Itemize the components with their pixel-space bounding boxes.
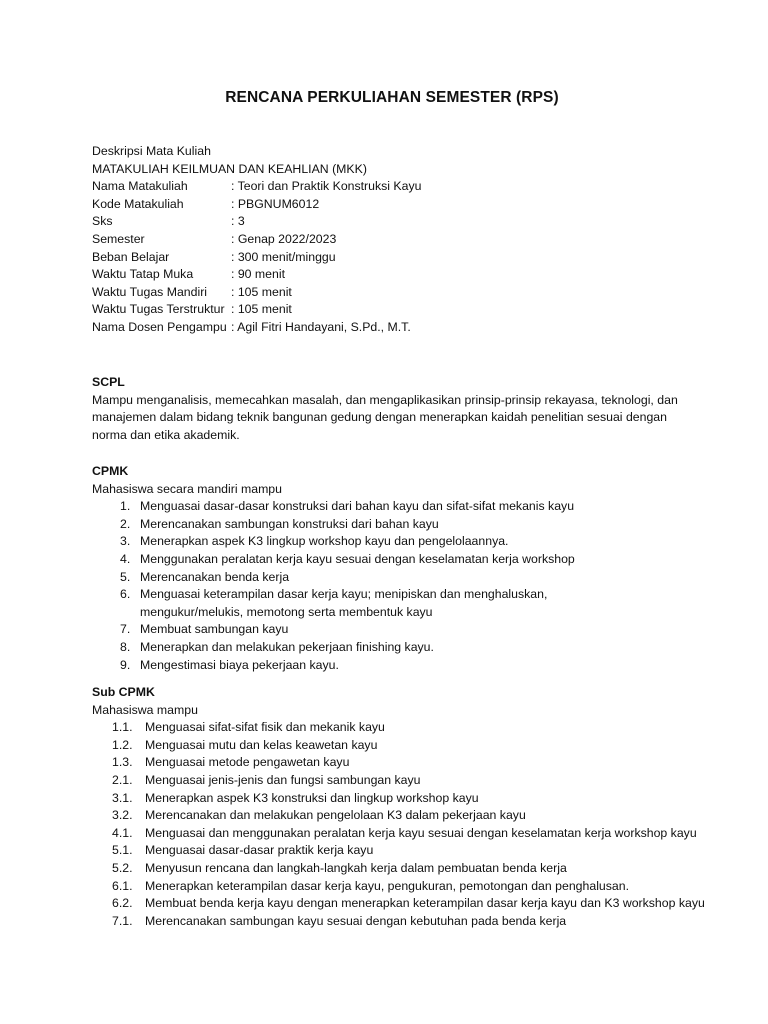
item-number: 3.2.	[112, 808, 133, 823]
info-value: : 105 menit	[231, 302, 292, 317]
info-row	[92, 178, 692, 196]
item-number: 1.1.	[112, 720, 133, 735]
info-label: Sks	[92, 214, 113, 229]
info-value: : Teori dan Praktik Konstruksi Kayu	[231, 179, 422, 194]
info-label: Waktu Tugas Mandiri	[92, 284, 208, 299]
list-item	[92, 639, 692, 657]
cpmk-intro: Mahasiswa secara mandiri mampu	[92, 481, 282, 496]
item-text: Menerapkan dan melakukan pekerjaan finishing kayu.	[140, 639, 434, 654]
item-number: 5.1.	[112, 843, 133, 858]
info-row	[92, 319, 692, 337]
item-number: 4.1.	[112, 825, 133, 840]
item-text: Menguasai mutu dan kelas keawetan kayu	[145, 737, 378, 752]
info-value: : 300 menit/minggu	[231, 249, 336, 264]
info-label: Semester	[92, 231, 145, 246]
item-number: 6.1.	[112, 878, 133, 893]
info-label: Nama Matakuliah	[92, 179, 188, 194]
scpl-section	[92, 374, 692, 445]
info-label: Waktu Tugas Terstruktur	[92, 302, 225, 317]
item-number: 1.2.	[112, 737, 133, 752]
course-category: MATAKULIAH KEILMUAN DAN KEAHLIAN (MKK)	[92, 161, 367, 176]
item-number: 7.	[120, 622, 131, 637]
list-item	[92, 878, 692, 896]
item-text: Membuat sambungan kayu	[140, 622, 289, 637]
info-value: : Genap 2022/2023	[231, 231, 337, 246]
item-text: Menerapkan keterampilan dasar kerja kayu, pengukuran, pemotongan dan penghalusan.	[145, 878, 630, 893]
cpmk-heading: CPMK	[92, 464, 129, 478]
info-value: : 90 menit	[231, 267, 285, 282]
info-label: Nama Dosen Pengampu	[92, 319, 227, 334]
list-item	[92, 586, 692, 621]
info-row	[92, 196, 692, 214]
info-label: Waktu Tatap Muka	[92, 267, 194, 282]
scpl-heading: SCPL	[92, 375, 125, 389]
item-number: 6.2.	[112, 896, 133, 911]
item-number: 8.	[120, 639, 131, 654]
list-item	[92, 790, 692, 808]
subcpmk-heading: Sub CPMK	[92, 685, 155, 699]
item-number: 2.	[120, 516, 131, 531]
subcpmk-list	[92, 719, 705, 930]
info-row	[92, 284, 692, 302]
info-row	[92, 301, 692, 319]
list-item	[92, 913, 692, 931]
item-text: Membuat benda kerja kayu dengan menerapkan keterampilan dasar kerja kayu dan K3 workshop kayu	[145, 896, 705, 911]
list-item	[92, 551, 692, 569]
item-number: 1.3.	[112, 755, 133, 770]
list-item	[92, 842, 692, 860]
scpl-text: Mampu menganalisis, memecahkan masalah, dan mengaplikasikan prinsip-prinsip rekayasa, teknologi, dan manajemen dalam bidang teknik bangunan gedung dengan menerapkan kaidah penelitian sesuai dengan norma dan etika akademik.	[92, 392, 678, 443]
info-label: Kode Matakuliah	[92, 196, 184, 211]
info-row	[92, 266, 692, 284]
item-text: Menerapkan aspek K3 konstruksi dan lingkup workshop kayu	[145, 790, 479, 805]
info-row	[92, 249, 692, 267]
item-text: Menggunakan peralatan kerja kayu sesuai dengan keselamatan kerja workshop	[140, 551, 575, 566]
description-label: Deskripsi Mata Kuliah	[92, 144, 211, 158]
item-number: 3.	[120, 534, 131, 549]
list-item	[92, 754, 692, 772]
cpmk-list	[92, 498, 692, 674]
item-number: 7.1.	[112, 913, 133, 928]
list-item	[92, 895, 705, 913]
info-value: : 105 menit	[231, 284, 292, 299]
subcpmk-intro: Mahasiswa mampu	[92, 702, 198, 717]
subcpmk-section	[92, 684, 705, 930]
item-text: Menguasai dan menggunakan peralatan kerja kayu sesuai dengan keselamatan kerja workshop kayu	[145, 825, 697, 840]
item-text: Menyusun rencana dan langkah-langkah kerja dalam pembuatan benda kerja	[145, 860, 567, 875]
info-label: Beban Belajar	[92, 249, 170, 264]
list-item	[92, 657, 692, 675]
list-item	[92, 533, 692, 551]
course-info-table	[92, 178, 692, 336]
item-number: 5.	[120, 569, 131, 584]
list-item	[92, 719, 692, 737]
list-item	[92, 825, 697, 843]
info-value: : 3	[231, 214, 245, 229]
list-item	[92, 772, 692, 790]
info-value: : Agil Fitri Handayani, S.Pd., M.T.	[231, 319, 411, 334]
item-number: 1.	[120, 499, 131, 514]
item-number: 6.	[120, 587, 131, 602]
info-row	[92, 231, 692, 249]
list-item	[92, 498, 692, 516]
item-text: Merencanakan sambungan kayu sesuai dengan kebutuhan pada benda kerja	[145, 913, 567, 928]
item-text: Menguasai keterampilan dasar kerja kayu; menipiskan dan menghaluskan, mengukur/melukis, memotong serta membentuk kayu	[140, 587, 548, 619]
list-item	[92, 807, 692, 825]
item-text: Menguasai dasar-dasar konstruksi dari bahan kayu dan sifat-sifat mekanis kayu	[140, 499, 575, 514]
item-number: 2.1.	[112, 772, 133, 787]
item-text: Merencanakan dan melakukan pengelolaan K3 dalam pekerjaan kayu	[145, 808, 526, 823]
item-text: Menguasai dasar-dasar praktik kerja kayu	[145, 843, 374, 858]
list-item	[92, 516, 692, 534]
list-item	[92, 569, 692, 587]
item-number: 3.1.	[112, 790, 133, 805]
list-item	[92, 860, 692, 878]
item-text: Menguasai metode pengawetan kayu	[145, 755, 350, 770]
item-text: Menerapkan aspek K3 lingkup workshop kayu dan pengelolaannya.	[140, 534, 509, 549]
item-number: 9.	[120, 657, 131, 672]
item-number: 5.2.	[112, 860, 133, 875]
item-text: Menguasai sifat-sifat fisik dan mekanik kayu	[145, 720, 385, 735]
info-value: : PBGNUM6012	[231, 196, 320, 211]
item-text: Menguasai jenis-jenis dan fungsi sambungan kayu	[145, 772, 421, 787]
list-item	[92, 737, 692, 755]
document-title: RENCANA PERKULIAHAN SEMESTER (RPS)	[225, 89, 559, 106]
info-row	[92, 213, 692, 231]
list-item	[92, 621, 692, 639]
course-description	[92, 143, 692, 337]
item-text: Merencanakan sambungan konstruksi dari bahan kayu	[140, 516, 439, 531]
item-text: Mengestimasi biaya pekerjaan kayu.	[140, 657, 339, 672]
item-number: 4.	[120, 551, 131, 566]
item-text: Merencanakan benda kerja	[140, 569, 290, 584]
cpmk-section	[92, 463, 692, 674]
